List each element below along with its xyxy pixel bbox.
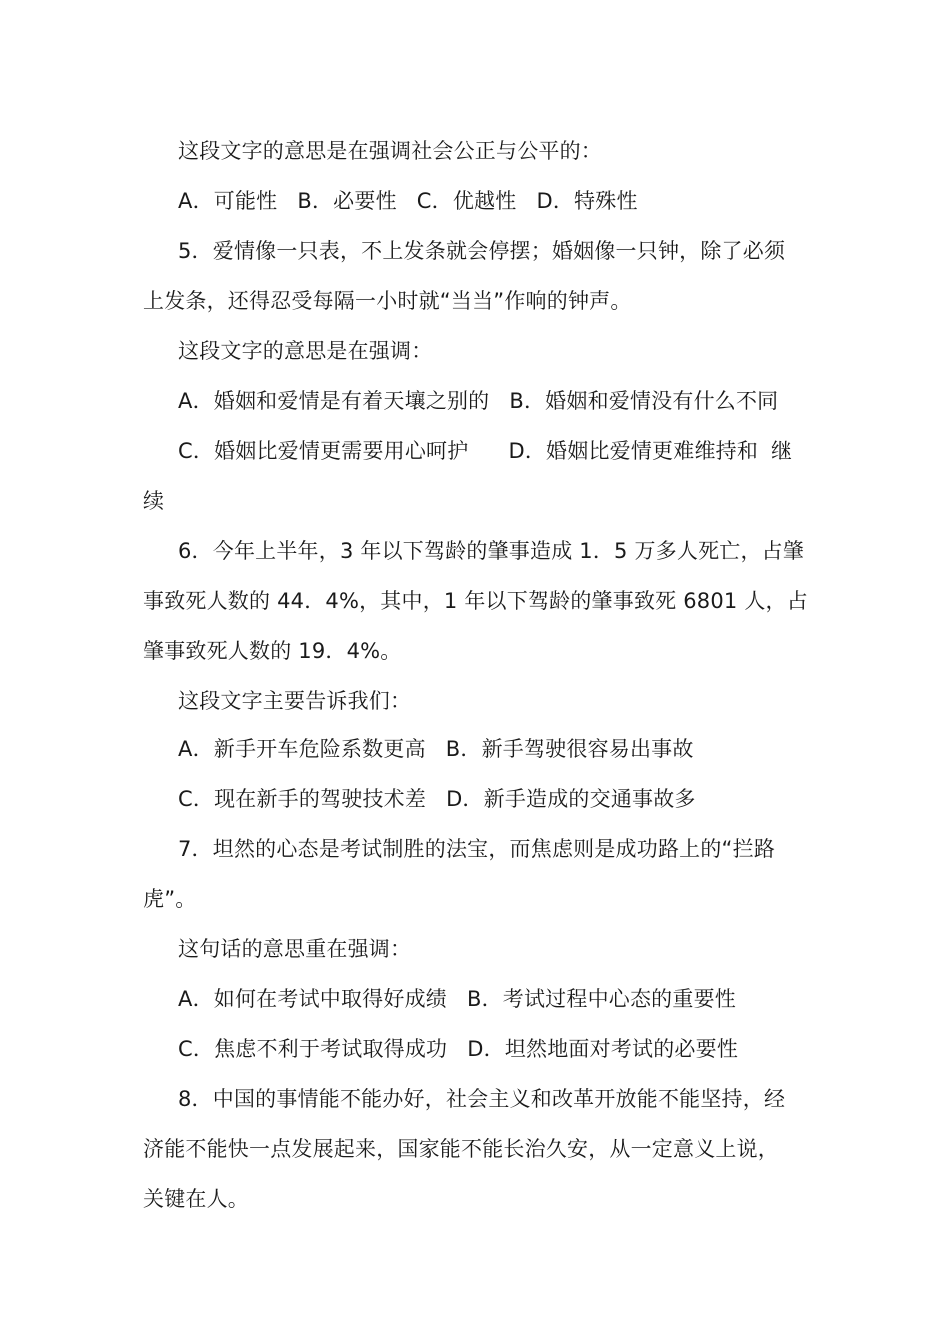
q5-prompt: 这段文字的意思是在强调： (178, 339, 433, 363)
q5-option-d-wrap: 续 (143, 489, 165, 513)
q7-option-a: A．如何在考试中取得好成绩 (178, 987, 447, 1011)
q8-text-line-2: 济能不能快一点发展起来，国家能不能长治久安，从一定意义上说， (143, 1137, 779, 1161)
q7-options-row-1 (178, 984, 842, 1014)
q6-option-d: D．新手造成的交通事故多 (446, 787, 696, 811)
q4-option-a: A．可能性 (178, 189, 278, 213)
q5-option-b: B．婚姻和爱情没有什么不同 (509, 389, 779, 413)
q8-text-line-3: 关键在人。 (143, 1187, 249, 1211)
q5-option-c: C．婚姻比爱情更需要用心呵护 (178, 439, 469, 463)
q6-option-b: B．新手驾驶很容易出事故 (445, 737, 694, 761)
q4-options (178, 186, 842, 216)
q5-option-d: D．婚姻比爱情更难维持和 (508, 439, 759, 463)
q6-option-c: C．现在新手的驾驶技术差 (178, 787, 427, 811)
q6-options-row-2 (178, 784, 842, 814)
q7-prompt: 这句话的意思重在强调： (178, 937, 412, 961)
q4-option-d: D．特殊性 (536, 189, 638, 213)
q6-text-line-2: 事致死人数的 44．4%，其中，1 年以下驾龄的肇事致死 6801 人，占 (143, 589, 808, 613)
q7-option-b: B．考试过程中心态的重要性 (466, 987, 736, 1011)
q7-options-row-2 (178, 1034, 842, 1064)
q5-options-row-2 (178, 436, 842, 466)
q6-text-line-1: 6．今年上半年，3 年以下驾龄的肇事造成 1．5 万多人死亡，占肇 (178, 539, 805, 563)
q5-text-line-2: 上发条，还得忍受每隔一小时就“当当”作响的钟声。 (143, 289, 632, 313)
q4-option-b: B．必要性 (297, 189, 397, 213)
q6-prompt: 这段文字主要告诉我们： (178, 689, 412, 713)
q6-text-line-3: 肇事致死人数的 19．4%。 (143, 639, 402, 663)
q5-option-d-last-char: 继 (771, 439, 792, 463)
q7-option-d: D．坦然地面对考试的必要性 (467, 1037, 739, 1061)
q8-text-line-1: 8．中国的事情能不能办好，社会主义和改革开放能不能坚持，经 (178, 1087, 786, 1111)
q7-text-line-2: 虎”。 (143, 887, 197, 911)
q7-text-line-1: 7．坦然的心态是考试制胜的法宝，而焦虑则是成功路上的“拦路 (178, 837, 776, 861)
q6-option-a: A．新手开车危险系数更高 (178, 737, 426, 761)
q6-options-row-1 (178, 734, 842, 764)
q5-option-a: A．婚姻和爱情是有着天壤之别的 (178, 389, 490, 413)
q4-prompt: 这段文字的意思是在强调社会公正与公平的： (178, 139, 602, 163)
q7-option-c: C．焦虑不利于考试取得成功 (178, 1037, 448, 1061)
q5-options-row-1 (178, 386, 842, 416)
q5-text-line-1: 5．爱情像一只表，不上发条就会停摆；婚姻像一只钟，除了必须 (178, 239, 786, 263)
q4-option-c: C．优越性 (416, 189, 517, 213)
